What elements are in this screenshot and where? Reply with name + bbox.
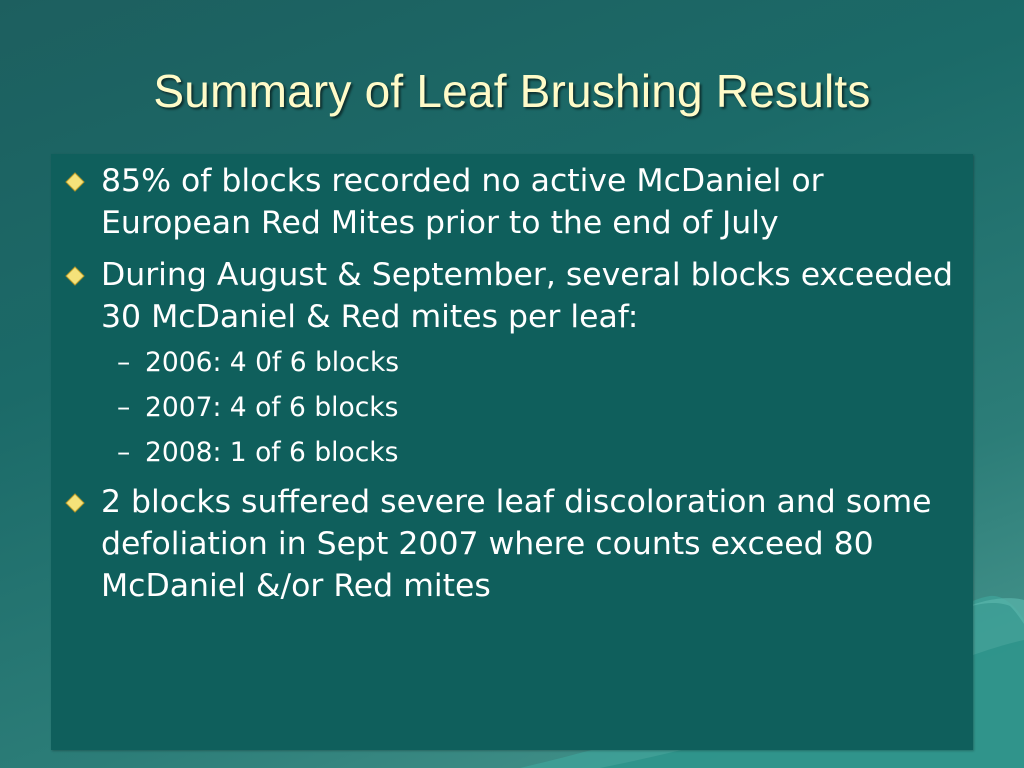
- bullet-list: [51, 160, 973, 617]
- sub-bullet-text: 2007: 4 of 6 blocks: [145, 392, 399, 423]
- diamond-bullet-icon: [65, 266, 85, 286]
- sub-bullet-item: [51, 385, 973, 430]
- dash-marker: –: [117, 392, 131, 423]
- slide-title: Summary of Leaf Brushing Results: [153, 65, 871, 117]
- diamond-bullet-icon: [65, 493, 85, 513]
- bullet-item: [51, 481, 973, 607]
- bullet-item: [51, 254, 973, 338]
- dash-marker: –: [117, 347, 131, 378]
- sub-bullet-text: 2008: 1 of 6 blocks: [145, 437, 399, 468]
- diamond-bullet-icon: [65, 172, 85, 192]
- sub-bullet-list: [51, 340, 973, 475]
- bullet-text: 85% of blocks recorded no active McDaniel or European Red Mites prior to the end of July: [101, 163, 824, 241]
- sub-bullet-text: 2006: 4 0f 6 blocks: [145, 347, 400, 378]
- sub-bullet-item: [51, 340, 973, 385]
- sub-bullet-item: [51, 430, 973, 475]
- dash-marker: –: [117, 437, 131, 468]
- content-box: [51, 154, 973, 750]
- bullet-text: 2 blocks suffered severe leaf discoloration and some defoliation in Sept 2007 where counts exceed 80 McDaniel &/or Red mites: [101, 484, 932, 604]
- bullet-text: During August & September, several blocks exceeded 30 McDaniel & Red mites per leaf:: [101, 257, 954, 335]
- bullet-item: [51, 160, 973, 244]
